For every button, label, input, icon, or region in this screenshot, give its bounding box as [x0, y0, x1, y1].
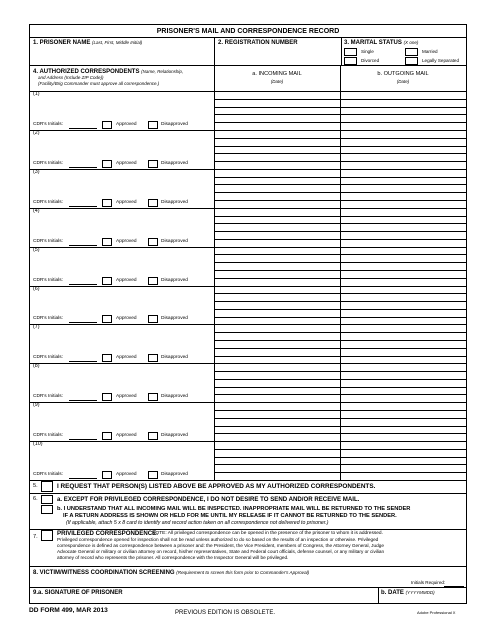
cdr-initials-label: CDR's Initials:: [33, 472, 63, 477]
outgoing-date-cell[interactable]: [341, 434, 465, 441]
cdr-initials-line[interactable]: [69, 322, 97, 323]
correspondents-hint-1: (Name, Relationship,: [141, 69, 184, 74]
signature-label: 9.a. SIGNATURE OF PRISONER: [33, 590, 123, 596]
incoming-date-cell[interactable]: [215, 255, 339, 262]
software-note: Adobe Professional X: [417, 610, 456, 615]
disapproved-checkbox[interactable]: [148, 393, 158, 401]
cdr-initials-label: CDR's Initials:: [33, 394, 63, 400]
incoming-date-cell[interactable]: [215, 154, 339, 161]
form-number: DD FORM 499, MAR 2013: [29, 607, 108, 614]
incoming-date-cell[interactable]: [215, 473, 339, 480]
item6b-text-2: IF A RETURN ADDRESS IS SHOWN OR HELD FOR ME UNTIL MY RELEASE IF IT CANNOT BE RETURNED TO THE SENDER.: [63, 513, 397, 519]
item5-text: I REQUEST THAT PERSON(S) LISTED ABOVE BE APPROVED AS MY AUTHORIZED CORRESPONDENTS.: [57, 483, 376, 490]
outgoing-date-cell[interactable]: [341, 193, 465, 200]
incoming-date-cell[interactable]: [215, 185, 339, 192]
incoming-date-cell[interactable]: [215, 240, 339, 247]
correspondent-number: (5): [33, 246, 40, 253]
marital-status-hint: (X one): [403, 40, 419, 45]
approved-label: Approved: [116, 199, 137, 205]
outgoing-date-cell[interactable]: [341, 123, 465, 130]
incoming-date-cell[interactable]: [215, 209, 339, 216]
cdr-initials-line[interactable]: [69, 128, 97, 129]
marital-single-label: Single: [361, 49, 374, 54]
approved-checkbox[interactable]: [102, 315, 112, 323]
approved-label: Approved: [116, 394, 137, 400]
outgoing-date-cell[interactable]: [341, 217, 465, 224]
incoming-date-cell[interactable]: [215, 201, 339, 208]
outgoing-date-cell[interactable]: [341, 271, 465, 278]
outgoing-date-cell[interactable]: [341, 178, 465, 185]
item6b-note: (If applicable, attach 5 x 8 card to identify and record action taken on all correspondence not delivered to prisoner.): [66, 520, 329, 526]
outgoing-date-cell[interactable]: [341, 263, 465, 270]
item6a-text: a. EXCEPT FOR PRIVILEGED CORRESPONDENCE, I DO NOT DESIRE TO SEND AND/OR RECEIVE MAIL.: [57, 496, 360, 503]
outgoing-date-cell[interactable]: [341, 224, 465, 231]
cdr-initials-label: CDR's Initials:: [33, 199, 63, 205]
incoming-date-cell[interactable]: [215, 434, 339, 441]
incoming-date-cell[interactable]: [215, 162, 339, 169]
correspondent-field[interactable]: [32, 370, 212, 391]
initials-required-label: Initials Required:: [411, 580, 446, 585]
cdr-initials-label: CDR's Initials:: [33, 238, 63, 244]
disapproved-label: Disapproved: [161, 121, 188, 127]
item7-heading: PRIVILEGED CORRESPONDENCE.: [57, 530, 158, 537]
correspondents-hint-2: and Address (Include ZIP Code)): [38, 75, 104, 80]
cdr-initials-line[interactable]: [69, 478, 97, 479]
item6-number: 6.: [33, 496, 38, 502]
date-hint: (YYYYMMDD): [405, 590, 435, 595]
cdr-initials-line[interactable]: [69, 439, 97, 440]
marital-status-label: 3. MARITAL STATUS: [344, 40, 402, 46]
outgoing-date-cell[interactable]: [341, 388, 465, 395]
outgoing-date-cell[interactable]: [341, 372, 465, 379]
incoming-date-cell[interactable]: [215, 458, 339, 465]
outgoing-date-cell[interactable]: [341, 302, 465, 309]
incoming-date-cell[interactable]: [215, 388, 339, 395]
outgoing-date-cell[interactable]: [341, 341, 465, 348]
incoming-date-cell[interactable]: [215, 310, 339, 317]
prisoner-name-hint: (Last, First, Middle Initial): [92, 40, 143, 45]
outgoing-date-cell[interactable]: [341, 450, 465, 457]
disapproved-label: Disapproved: [161, 277, 188, 283]
registration-number-label: 2. REGISTRATION NUMBER: [218, 40, 298, 46]
disapproved-label: Disapproved: [161, 355, 188, 361]
date-label: b. DATE: [381, 590, 404, 596]
form-title: PRISONER'S MAIL AND CORRESPONDENCE RECORD: [156, 28, 340, 35]
outgoing-date-cell[interactable]: [341, 310, 465, 317]
incoming-date-cell[interactable]: [215, 450, 339, 457]
outgoing-mail-label: b. OUTGOING MAIL: [377, 71, 429, 77]
incoming-date-cell[interactable]: [215, 411, 339, 418]
disapproved-checkbox[interactable]: [148, 277, 158, 285]
incoming-date-cell[interactable]: [215, 294, 339, 301]
correspondent-number: (6): [33, 285, 40, 292]
incoming-date-cell[interactable]: [215, 232, 339, 239]
cdr-initials-line[interactable]: [69, 206, 97, 207]
outgoing-date-cell[interactable]: [341, 209, 465, 216]
incoming-date-cell[interactable]: [215, 217, 339, 224]
incoming-date-cell[interactable]: [215, 100, 339, 107]
incoming-date-cell[interactable]: [215, 357, 339, 364]
approved-label: Approved: [116, 472, 137, 477]
approved-checkbox[interactable]: [102, 238, 112, 246]
item7-line-1: NOTE: All privileged correspondence can be opened in the presence of the prisoner to whom it is addressed.: [152, 531, 383, 536]
outgoing-date-cell[interactable]: [341, 240, 465, 247]
incoming-date-cell[interactable]: [215, 372, 339, 379]
incoming-date-cell[interactable]: [215, 349, 339, 356]
cdr-initials-line[interactable]: [69, 284, 97, 285]
outgoing-date-cell[interactable]: [341, 232, 465, 239]
outgoing-date-cell[interactable]: [341, 287, 465, 294]
correspondent-number: (3): [33, 168, 40, 175]
item5-checkbox[interactable]: [41, 481, 53, 492]
disapproved-checkbox[interactable]: [148, 354, 158, 362]
outgoing-date-cell[interactable]: [341, 131, 465, 138]
correspondent-number: (8): [33, 363, 40, 370]
date-heading: [381, 590, 435, 596]
incoming-date-cell[interactable]: [215, 193, 339, 200]
incoming-date-cell[interactable]: [215, 333, 339, 340]
disapproved-checkbox[interactable]: [148, 315, 158, 323]
marital-separated-label: Legally Separated: [422, 58, 460, 63]
correspondent-field[interactable]: [32, 137, 212, 158]
outgoing-date-cell[interactable]: [341, 294, 465, 301]
incoming-date-cell[interactable]: [215, 380, 339, 387]
approved-label: Approved: [116, 121, 137, 127]
cdr-initials-label: CDR's Initials:: [33, 316, 63, 322]
outgoing-date-cell[interactable]: [341, 333, 465, 340]
item7-line-3: correspondence is defined as correspondence between a prisoner and: the President, the Vice President, members of Congress, the Attorney General, Judge: [57, 543, 384, 548]
disapproved-label: Disapproved: [161, 433, 188, 439]
outgoing-date-cell[interactable]: [341, 380, 465, 387]
correspondent-field[interactable]: [32, 293, 212, 314]
edition-notice: PREVIOUS EDITION IS OBSOLETE.: [175, 610, 276, 616]
item7-line-2: Privileged correspondence opened for inspection shall not be read unless authorized to do so based on the results of an inspection or otherwise. Privileged: [57, 537, 379, 542]
outgoing-date-cell[interactable]: [341, 318, 465, 325]
approved-checkbox[interactable]: [102, 199, 112, 207]
incoming-date-cell[interactable]: [215, 341, 339, 348]
incoming-date-cell[interactable]: [215, 403, 339, 410]
correspondent-field[interactable]: [32, 98, 212, 119]
approved-checkbox[interactable]: [102, 354, 112, 362]
correspondent-number: (1): [33, 91, 40, 97]
incoming-date-cell[interactable]: [215, 108, 339, 115]
incoming-date-cell[interactable]: [215, 287, 339, 294]
outgoing-date-cell[interactable]: [341, 100, 465, 107]
correspondent-number: (9): [33, 402, 40, 409]
item7-line-5: attorney of record who represents the prisoner. All correspondence with the Inspector General will be privileged.: [57, 555, 289, 560]
marital-married-label: Married: [422, 49, 438, 54]
approved-label: Approved: [116, 238, 137, 244]
incoming-date-cell[interactable]: [215, 279, 339, 286]
mail-correspondence-form: [29, 24, 467, 604]
incoming-date-cell[interactable]: [215, 224, 339, 231]
approved-label: Approved: [116, 355, 137, 361]
item8-label: 8. VICTIM/WITNESS COORDINATION SCREENING: [33, 570, 175, 576]
outgoing-date-cell[interactable]: [341, 108, 465, 115]
date-field[interactable]: [380, 597, 464, 603]
incoming-date-cell[interactable]: [215, 364, 339, 371]
item7-checkbox[interactable]: [41, 530, 53, 541]
outgoing-date-cell[interactable]: [341, 154, 465, 161]
outgoing-date-cell[interactable]: [341, 465, 465, 472]
incoming-date-cell[interactable]: [215, 139, 339, 146]
incoming-date-cell[interactable]: [215, 442, 339, 449]
disapproved-checkbox[interactable]: [148, 121, 158, 129]
incoming-date-cell[interactable]: [215, 115, 339, 122]
incoming-date-cell[interactable]: [215, 302, 339, 309]
outgoing-date-cell[interactable]: [341, 139, 465, 146]
outgoing-date-cell[interactable]: [341, 162, 465, 169]
correspondent-field[interactable]: [32, 409, 212, 430]
signature-field[interactable]: [32, 597, 376, 603]
outgoing-date-cell[interactable]: [341, 419, 465, 426]
disapproved-label: Disapproved: [161, 238, 188, 244]
correspondent-number: (4): [33, 207, 40, 214]
item6a-checkbox[interactable]: [41, 495, 53, 504]
incoming-date-cell[interactable]: [215, 170, 339, 177]
outgoing-date-cell[interactable]: [341, 170, 465, 177]
outgoing-date-cell[interactable]: [341, 427, 465, 434]
approved-checkbox[interactable]: [102, 471, 112, 479]
disapproved-label: Disapproved: [161, 316, 188, 322]
outgoing-date-cell[interactable]: [341, 185, 465, 192]
cdr-initials-line[interactable]: [69, 361, 97, 362]
disapproved-label: Disapproved: [161, 394, 188, 400]
outgoing-date-cell[interactable]: [341, 201, 465, 208]
correspondent-field[interactable]: [32, 448, 212, 469]
outgoing-date-cell[interactable]: [341, 442, 465, 449]
outgoing-date-cell[interactable]: [341, 325, 465, 332]
cdr-initials-label: CDR's Initials:: [33, 121, 63, 127]
item6b-text-1: b. I UNDERSTAND THAT ALL INCOMING MAIL WILL BE INSPECTED. INAPPROPRIATE MAIL WILL BE RETURNED TO THE SENDER: [57, 506, 411, 512]
disapproved-checkbox[interactable]: [148, 471, 158, 479]
outgoing-date-cell[interactable]: [341, 364, 465, 371]
correspondents-hint-3: (Facility/Brig Commander must approve all correspondence.): [38, 81, 160, 86]
outgoing-date-cell[interactable]: [341, 279, 465, 286]
incoming-date-cell[interactable]: [215, 131, 339, 138]
cdr-initials-line[interactable]: [69, 167, 97, 168]
cdr-initials-label: CDR's Initials:: [33, 277, 63, 283]
outgoing-date-cell[interactable]: [341, 115, 465, 122]
incoming-date-cell[interactable]: [215, 263, 339, 270]
correspondent-field[interactable]: [32, 215, 212, 236]
item6b-checkbox[interactable]: [41, 505, 53, 514]
approved-label: Approved: [116, 433, 137, 439]
outgoing-date-cell[interactable]: [341, 458, 465, 465]
approved-checkbox[interactable]: [102, 393, 112, 401]
approved-checkbox[interactable]: [102, 121, 112, 129]
cdr-initials-label: CDR's Initials:: [33, 160, 63, 166]
disapproved-checkbox[interactable]: [148, 238, 158, 246]
cdr-initials-label: CDR's Initials:: [33, 433, 63, 439]
outgoing-date-cell[interactable]: [341, 255, 465, 262]
outgoing-date-cell[interactable]: [341, 92, 465, 99]
disapproved-checkbox[interactable]: [148, 199, 158, 207]
incoming-date-cell[interactable]: [215, 271, 339, 278]
outgoing-mail-hint: (Date): [396, 79, 410, 84]
item5-number: 5.: [33, 483, 38, 489]
incoming-date-cell[interactable]: [215, 395, 339, 402]
disapproved-label: Disapproved: [161, 472, 188, 477]
item7-line-4: Advocate General or military or civilian attorney on record, his/her representatives, State and Federal court officials, defense counsel, or any military or civilian: [57, 549, 385, 554]
incoming-mail-hint: (Date): [270, 79, 284, 84]
incoming-date-cell[interactable]: [215, 318, 339, 325]
outgoing-date-cell[interactable]: [341, 411, 465, 418]
disapproved-label: Disapproved: [161, 160, 188, 166]
outgoing-date-cell[interactable]: [341, 395, 465, 402]
outgoing-date-cell[interactable]: [341, 147, 465, 154]
incoming-date-cell[interactable]: [215, 248, 339, 255]
correspondents-label: 4. AUTHORIZED CORRESPONDENTS: [33, 69, 140, 75]
approved-checkbox[interactable]: [102, 160, 112, 168]
approved-label: Approved: [116, 160, 137, 166]
correspondent-field[interactable]: [32, 254, 212, 275]
cdr-initials-line[interactable]: [69, 245, 97, 246]
outgoing-date-cell[interactable]: [341, 403, 465, 410]
incoming-date-cell[interactable]: [215, 427, 339, 434]
disapproved-checkbox[interactable]: [148, 160, 158, 168]
correspondent-number: (2): [33, 129, 40, 136]
marital-divorced-label: Divorced: [361, 58, 380, 63]
approved-checkbox[interactable]: [102, 277, 112, 285]
prisoner-name-label: 1. PRISONER NAME: [33, 40, 91, 46]
incoming-date-cell[interactable]: [215, 465, 339, 472]
incoming-date-cell[interactable]: [215, 123, 339, 130]
incoming-date-cell[interactable]: [215, 178, 339, 185]
item8-heading: [33, 570, 309, 576]
item8-hint: (Requirement to screen this form prior to Commander's Approval): [176, 570, 310, 575]
correspondent-field[interactable]: [32, 176, 212, 197]
approved-label: Approved: [116, 316, 137, 322]
cdr-initials-line[interactable]: [69, 400, 97, 401]
correspondent-field[interactable]: [32, 331, 212, 352]
incoming-date-cell[interactable]: [215, 92, 339, 99]
incoming-date-cell[interactable]: [215, 419, 339, 426]
outgoing-date-cell[interactable]: [341, 473, 465, 480]
incoming-mail-label: a. INCOMING MAIL: [252, 71, 302, 77]
approved-checkbox[interactable]: [102, 432, 112, 440]
outgoing-date-cell[interactable]: [341, 349, 465, 356]
cdr-initials-label: CDR's Initials:: [33, 355, 63, 361]
incoming-date-cell[interactable]: [215, 147, 339, 154]
approved-label: Approved: [116, 277, 137, 283]
disapproved-checkbox[interactable]: [148, 432, 158, 440]
incoming-date-cell[interactable]: [215, 325, 339, 332]
item7-number: 7.: [33, 534, 38, 540]
outgoing-date-cell[interactable]: [341, 357, 465, 364]
correspondent-number: (7): [33, 324, 40, 331]
outgoing-date-cell[interactable]: [341, 248, 465, 255]
disapproved-label: Disapproved: [161, 199, 188, 205]
correspondent-number: (10): [33, 441, 43, 448]
